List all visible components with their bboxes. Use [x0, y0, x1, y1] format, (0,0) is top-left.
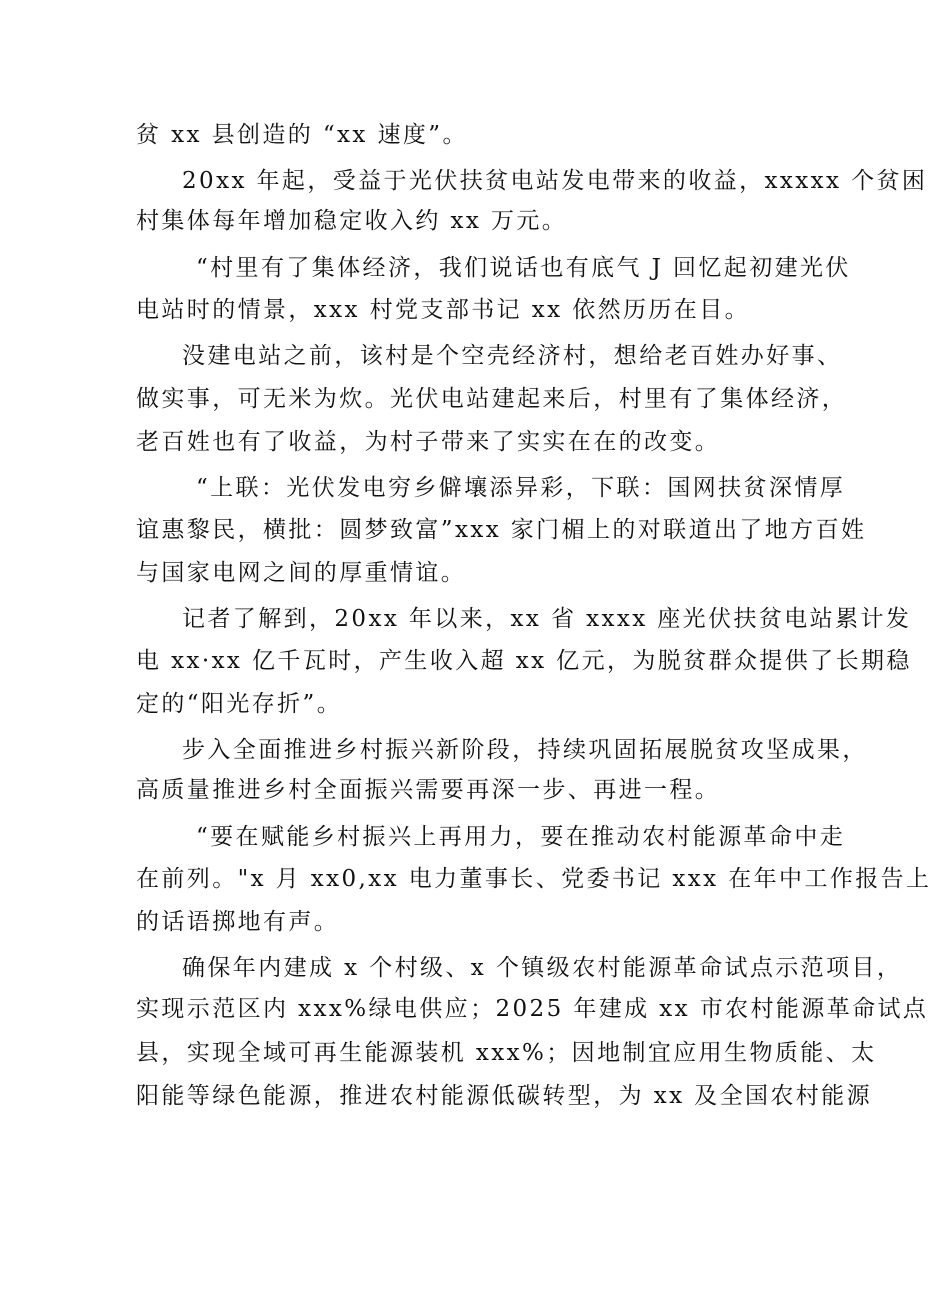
- text-line: 村集体每年增加稳定收入约 xx 万元。: [136, 208, 568, 234]
- text-line: 实现示范区内 xxx%绿电供应；2025 年建成 xx 市农村能源革命试点: [136, 996, 929, 1022]
- text-line: “上联：光伏发电穷乡僻壤添异彩，下联：国网扶贫深情厚: [196, 475, 846, 501]
- text-line: “村里有了集体经济，我们说话也有底气 J 回忆起初建光伏: [196, 255, 851, 281]
- text-line: 县，实现全域可再生能源装机 xxx%；因地制宜应用生物质能、太: [136, 1040, 877, 1066]
- text-line: 没建电站之前，该村是个空壳经济村，想给老百姓办好事、: [182, 343, 843, 369]
- text-line: 贫 xx 县创造的 “xx 速度”。: [136, 122, 468, 148]
- text-line: 记者了解到，20xx 年以来，xx 省 xxxx 座光伏扶贫电站累计发: [182, 606, 912, 632]
- text-line: 确保年内建成 x 个村级、x 个镇级农村能源革命试点示范项目，: [182, 955, 903, 981]
- text-line: 做实事，可无米为炊。光伏电站建起来后，村里有了集体经济，: [136, 386, 848, 412]
- text-line: 步入全面推进乡村振兴新阶段，持续巩固拓展脱贫攻坚成果，: [182, 737, 868, 763]
- text-line: 阳能等绿色能源，推进农村能源低碳转型，为 xx 及全国农村能源: [136, 1083, 872, 1109]
- text-line: 电 xx·xx 亿千瓦时，产生收入超 xx 亿元，为脱贫群众提供了长期稳: [136, 648, 912, 674]
- text-line: 电站时的情景，xxx 村党支部书记 xx 依然历历在目。: [136, 297, 750, 323]
- text-line: 老百姓也有了收益，为村子带来了实实在在的改变。: [136, 429, 721, 455]
- text-line: 谊惠黎民，横批：圆梦致富”xxx 家门楣上的对联道出了地方百姓: [136, 517, 867, 543]
- text-line: 定的“阳光存折”。: [136, 691, 343, 717]
- text-line: 与国家电网之间的厚重情谊。: [136, 560, 467, 586]
- text-line: “要在赋能乡村振兴上再用力，要在推动农村能源革命中走: [196, 824, 846, 850]
- text-line: 在前列。"x 月 xx0,xx 电力董事长、党委书记 xxx 在年中工作报告上: [136, 866, 931, 892]
- text-line: 的话语掷地有声。: [136, 909, 340, 935]
- text-line: 高质量推进乡村全面振兴需要再深一步、再进一程。: [136, 777, 721, 803]
- text-line: 20xx 年起，受益于光伏扶贫电站发电带来的收益，xxxxx 个贫困: [182, 168, 928, 194]
